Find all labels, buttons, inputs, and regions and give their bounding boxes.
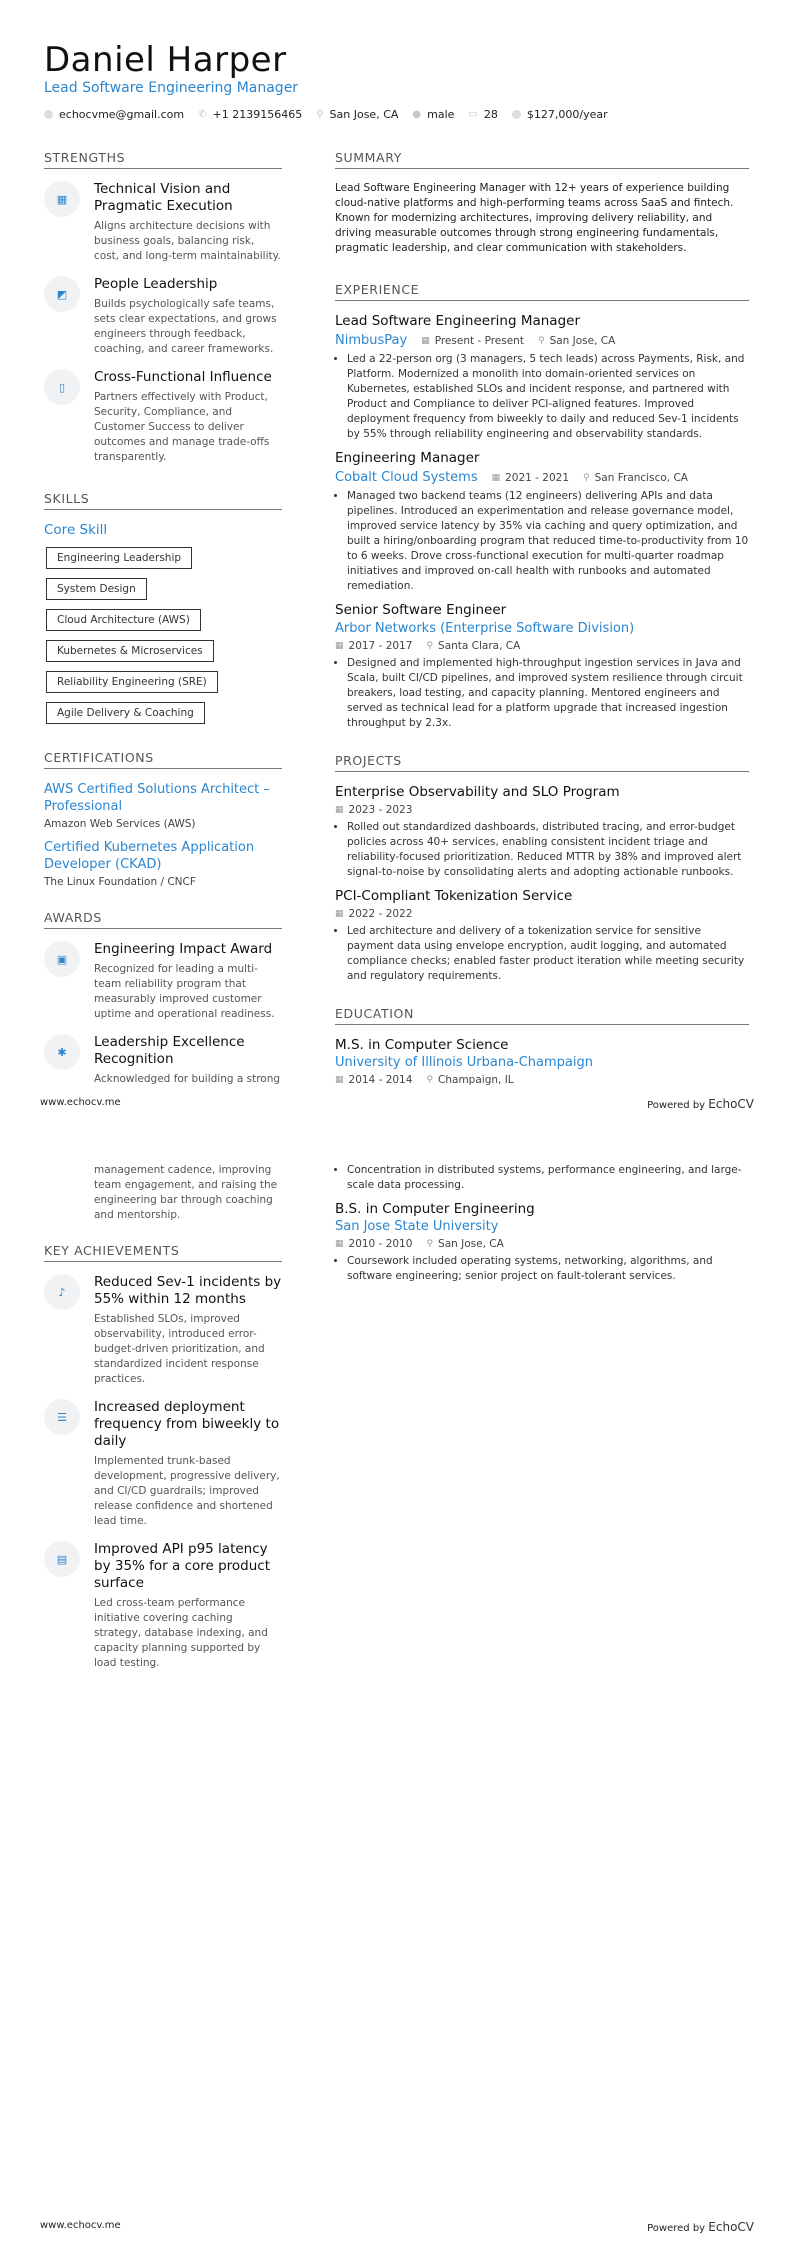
project-entry — [335, 784, 749, 880]
strength-title: Technical Vision and Pragmatic Execution — [94, 181, 233, 214]
strength-desc: Builds psychologically safe teams, sets clear expectations, and grows engineers through feedback, coaching, and career frameworks. — [94, 298, 277, 355]
skill-tag: Engineering Leadership — [46, 547, 192, 569]
footer-site[interactable]: www.echocv.me — [40, 2220, 121, 2231]
job-entry — [335, 450, 749, 594]
calendar-icon: ▭ — [468, 109, 478, 120]
school-name: San Jose State University — [335, 1219, 499, 1234]
strength-item — [44, 276, 282, 357]
bell-icon: ♪ — [44, 1274, 80, 1310]
skill-tag: Kubernetes & Microservices — [46, 640, 214, 662]
education-dates: 2010 - 2010 — [348, 1238, 413, 1250]
project-entry — [335, 888, 749, 984]
calendar-icon: ▦ — [335, 1239, 344, 1249]
skill-tag: System Design — [46, 578, 147, 600]
location-text: San Jose, CA — [329, 108, 399, 121]
file-icon: ▤ — [44, 1541, 80, 1577]
location-icon: ⚲ — [316, 109, 324, 120]
star-icon: ✱ — [44, 1034, 80, 1070]
skill-tag: Cloud Architecture (AWS) — [46, 609, 201, 631]
cert-name: AWS Certified Solutions Architect – Professional — [44, 782, 270, 814]
project-dates: 2023 - 2023 — [348, 804, 413, 816]
achievement-title: Improved API p95 latency by 35% for a core product surface — [94, 1541, 271, 1591]
salary-text: $127,000/year — [526, 108, 608, 121]
job-entry — [335, 602, 749, 731]
awards-title: AWARDS — [44, 910, 282, 929]
award-item — [44, 1034, 282, 1087]
award-item — [44, 941, 282, 1022]
footer-powered: Powered by — [647, 2223, 706, 2234]
footer — [40, 2220, 754, 2234]
award-desc: Recognized for leading a multi-team reliability program that measurably improved customer uptime and operational readiness. — [94, 963, 275, 1020]
location-icon: ⚲ — [537, 335, 545, 346]
project-bullet: • Led architecture and delivery of a tokenization service for sensitive payment data using envelope encryption, audit logging, and automated compliance checks; enabled faster product iteration while meeting security and regulatory requirements. — [347, 924, 749, 984]
education-location: Champaign, IL — [438, 1074, 514, 1086]
education-entry — [335, 1037, 749, 1086]
layers-icon: ☰ — [44, 1399, 80, 1435]
award-title: Engineering Impact Award — [94, 941, 273, 957]
location-icon: ⚲ — [426, 1075, 434, 1085]
strength-desc: Partners effectively with Product, Security, Compliance, and Customer Success to deliver outcomes and manage trade-offs transparently. — [94, 391, 270, 463]
job-location: San Francisco, CA — [594, 471, 688, 484]
cert-org: The Linux Foundation / CNCF — [44, 876, 196, 888]
achievement-item — [44, 1274, 282, 1387]
strength-desc: Aligns architecture decisions with business goals, balancing risk, cost, and long-term maintainability. — [94, 220, 281, 262]
job-bullet: • Managed two backend teams (12 engineers) delivering APIs and data pipelines. Introduced an experimentation and release governance model, improved service latency by 35% via caching and query optimization, and built a hiring/onboarding program that reduced time-to-productivity from 10 to 6 weeks. Drove cross-functional execution for multi-quarter roadmap initiatives and improved on-call health with runbooks and automated remediation. — [347, 489, 749, 594]
calendar-icon: ▦ — [421, 335, 430, 346]
achievements-title: KEY ACHIEVEMENTS — [44, 1243, 282, 1262]
age-text: 28 — [483, 108, 498, 121]
calendar-icon: ▦ — [335, 641, 344, 651]
footer-powered: Powered by — [647, 1100, 706, 1111]
job-title: Engineering Manager — [335, 450, 480, 466]
strength-title: Cross-Functional Influence — [94, 369, 272, 385]
salary-icon — [512, 110, 521, 119]
page-2 — [0, 1123, 794, 2246]
education-location: San Jose, CA — [438, 1238, 504, 1250]
calendar-icon: ▦ — [335, 909, 344, 919]
person-icon: ● — [412, 109, 422, 120]
degree-title: B.S. in Computer Engineering — [335, 1201, 535, 1217]
skill-tags — [44, 544, 282, 730]
job-dates: 2017 - 2017 — [348, 640, 413, 652]
award-desc: Acknowledged for building a strong — [94, 1073, 281, 1085]
candidate-name: Daniel Harper — [44, 40, 287, 80]
company-name: Cobalt Cloud Systems — [335, 470, 478, 485]
cert-org: Amazon Web Services (AWS) — [44, 818, 196, 830]
gender-text: male — [427, 108, 455, 121]
strengths-title: STRENGTHS — [44, 150, 282, 169]
job-title: Lead Software Engineering Manager — [335, 313, 580, 329]
job-bullet: • Led a 22-person org (3 managers, 5 tech leads) across Payments, Risk, and Platform. Modernized a monolith into domain-oriented services on Kubernetes, established SLOs and incident response, and partnered with Product and Compliance to deliver PCI-aligned features. Improved deployment frequency from biweekly to daily and reduced Sev-1 incidents by 55% through reliability engineering and observability standards. — [347, 352, 749, 442]
location-icon: ⚲ — [583, 472, 590, 483]
strength-item — [44, 369, 282, 465]
project-bullet: • Rolled out standardized dashboards, distributed tracing, and error-budget policies across 40+ services, enabling consistent incident triage and reliability-focused prioritization. Reduced MTTR by 38% and improved alert signal-to-noise by consolidating alerts and adopting actionable runbooks. — [347, 820, 749, 880]
left-column — [44, 1163, 282, 1683]
phone-icon: ▯ — [44, 369, 80, 405]
strength-title: People Leadership — [94, 276, 218, 292]
education-bullet: • Coursework included operating systems, networking, algorithms, and software engineering; senior project on fault-tolerant services. — [347, 1254, 749, 1284]
skill-tag: Reliability Engineering (SRE) — [46, 671, 218, 693]
job-location: Santa Clara, CA — [438, 640, 521, 652]
education-bullet: • Concentration in distributed systems, performance engineering, and large-scale data processing. — [347, 1163, 749, 1193]
skill-tag: Agile Delivery & Coaching — [46, 702, 205, 724]
email-text[interactable]: echocvme@gmail.com — [59, 108, 185, 121]
footer — [40, 1097, 754, 1111]
job-title: Senior Software Engineer — [335, 602, 507, 618]
calendar-icon: ▦ — [491, 472, 501, 483]
school-name: University of Illinois Urbana-Champaign — [335, 1055, 593, 1070]
achievement-item — [44, 1399, 282, 1529]
project-dates: 2022 - 2022 — [348, 908, 413, 920]
achievement-desc: Established SLOs, improved observability, introduced error-budget-driven prioritization, and standardized incident response practices. — [94, 1313, 265, 1385]
phone-text[interactable]: +1 2139156465 — [212, 108, 303, 121]
summary-title: SUMMARY — [335, 150, 749, 169]
strength-item — [44, 181, 282, 264]
education-dates: 2014 - 2014 — [348, 1074, 413, 1086]
cert-name: Certified Kubernetes Application Developer (CKAD) — [44, 840, 255, 872]
project-title: Enterprise Observability and SLO Program — [335, 784, 620, 800]
achievement-title: Reduced Sev-1 incidents by 55% within 12 months — [94, 1274, 282, 1307]
award-desc-continued: management cadence, improving team engagement, and raising the engineering bar through coaching and mentorship. — [94, 1164, 278, 1221]
job-location: San Jose, CA — [549, 334, 616, 347]
calendar-icon: ▦ — [335, 1075, 344, 1085]
project-title: PCI-Compliant Tokenization Service — [335, 888, 573, 904]
calendar-icon: ▦ — [335, 805, 344, 815]
right-column — [335, 1163, 749, 1292]
candidate-role: Lead Software Engineering Manager — [44, 80, 299, 96]
achievement-item — [44, 1541, 282, 1671]
degree-title: M.S. in Computer Science — [335, 1037, 509, 1053]
location-icon: ⚲ — [426, 641, 434, 651]
company-name: Arbor Networks (Enterprise Software Division) — [335, 621, 635, 636]
award-title: Leadership Excellence Recognition — [94, 1034, 245, 1067]
contact-bar — [44, 108, 608, 121]
job-dates: Present - Present — [434, 334, 524, 347]
job-bullet: • Designed and implemented high-throughput ingestion services in Java and Scala, built CI/CD pipelines, and improved system resilience through circuit breakers, load testing, and capacity planning. Mentored engineers and served as technical lead for a platform upgrade that increased ingestion throughput by 2.3x. — [347, 656, 749, 731]
education-entry — [335, 1201, 749, 1284]
phone-icon: ✆ — [198, 109, 207, 120]
footer-brand[interactable]: EchoCV — [708, 2220, 754, 2234]
achievement-desc: Implemented trunk-based development, progressive delivery, and CI/CD guardrails; improved release confidence and shortened lead time. — [94, 1455, 280, 1527]
location-icon: ⚲ — [426, 1239, 434, 1249]
education-title: EDUCATION — [335, 1006, 749, 1025]
certifications-title: CERTIFICATIONS — [44, 750, 282, 769]
skill-group-title: Core Skill — [44, 522, 108, 538]
experience-title: EXPERIENCE — [335, 282, 749, 301]
achievement-title: Increased deployment frequency from biweekly to daily — [94, 1399, 280, 1449]
left-column — [44, 150, 282, 1099]
award-icon: ▣ — [44, 941, 80, 977]
achievement-desc: Led cross-team performance initiative covering caching strategy, database indexing, and capacity planning supported by load testing. — [94, 1597, 268, 1669]
job-entry — [335, 313, 749, 442]
chart-icon: ▦ — [44, 181, 80, 217]
job-dates: 2021 - 2021 — [505, 471, 570, 484]
right-column — [335, 150, 749, 1090]
projects-title: PROJECTS — [335, 753, 749, 772]
company-name: NimbusPay — [335, 333, 408, 348]
skills-title: SKILLS — [44, 491, 282, 510]
summary-text: Lead Software Engineering Manager with 12+ years of experience building cloud-native platforms and high-performing teams across SaaS and fintech. Known for modernizing architectures, improving delivery reliability, and driving measurable outcomes through strong engineering fundamentals, pragmatic leadership, and clear communication with stakeholders. — [335, 182, 734, 254]
email-icon — [44, 110, 53, 119]
people-icon: ◩ — [44, 276, 80, 312]
footer-site[interactable]: www.echocv.me — [40, 1097, 121, 1108]
footer-brand[interactable]: EchoCV — [708, 1097, 754, 1111]
